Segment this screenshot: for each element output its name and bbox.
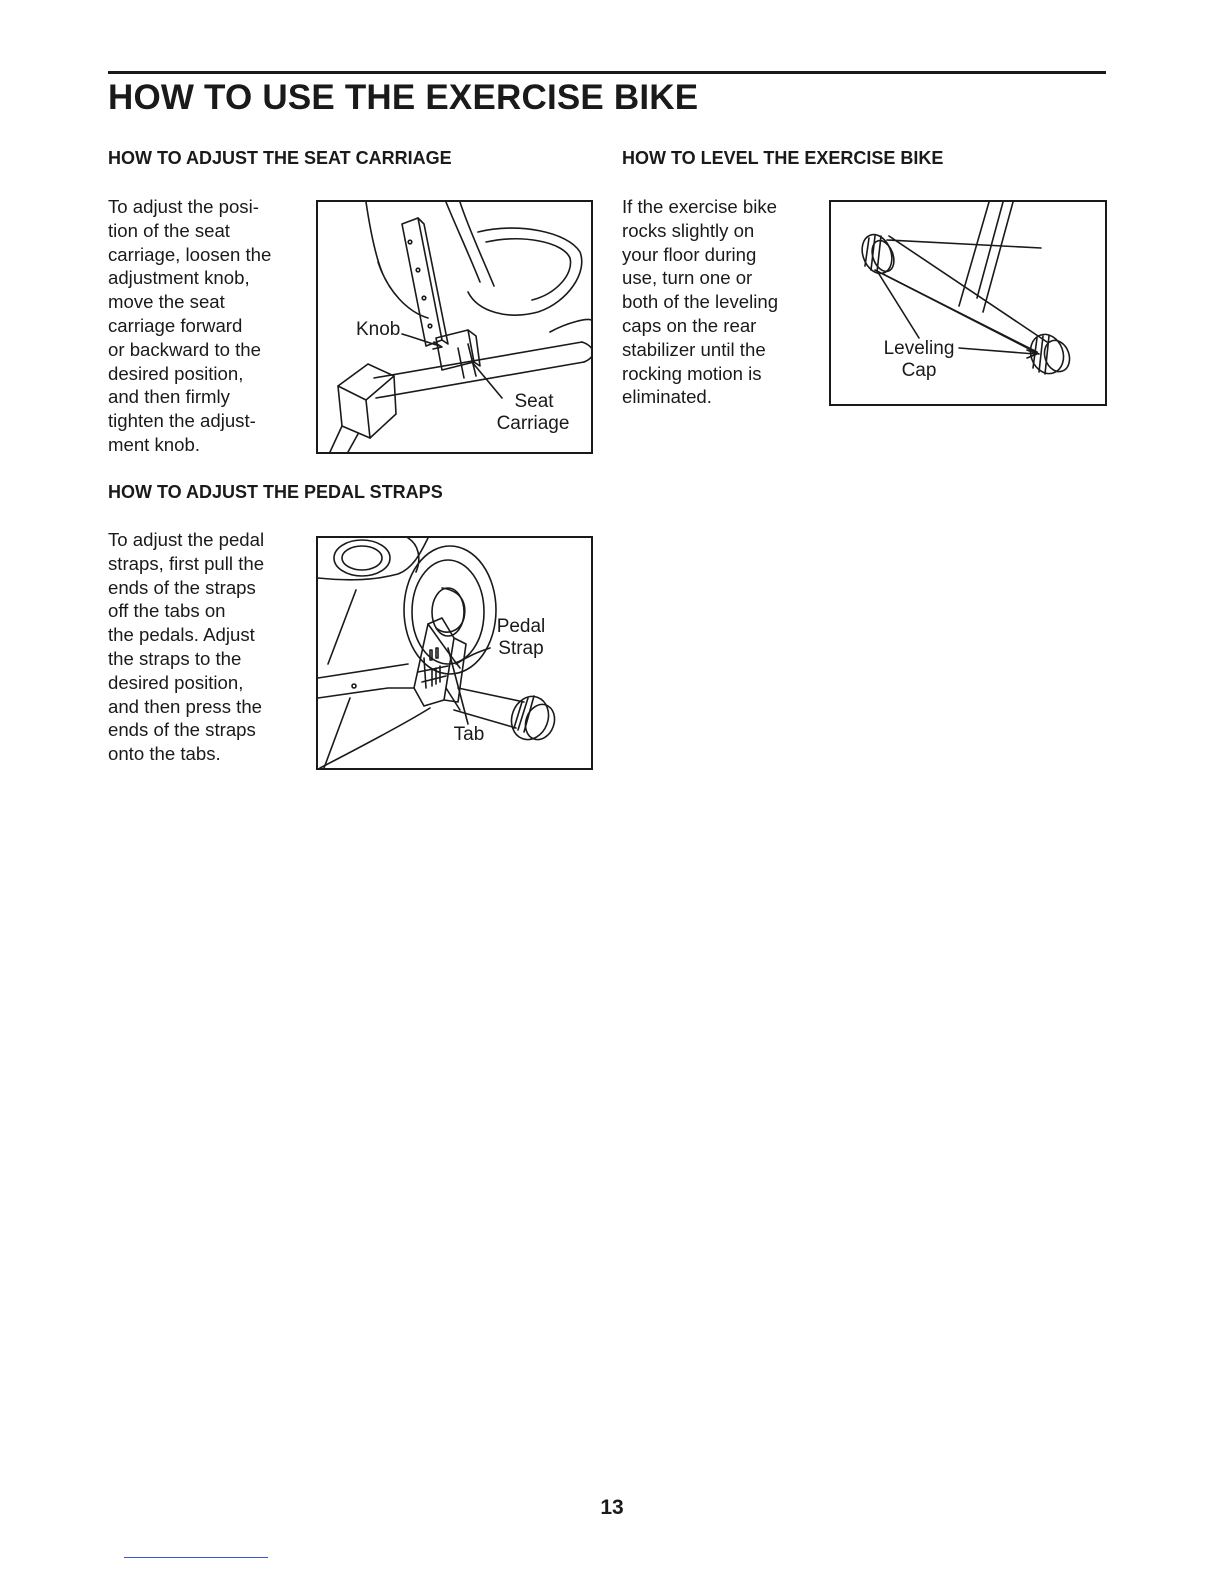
text-line: adjustment knob, — [108, 267, 250, 289]
seat-label: Seat — [514, 391, 554, 412]
seat-carriage-heading: HOW TO ADJUST THE SEAT CARRIAGE — [108, 148, 452, 168]
pedal-straps-figure — [316, 536, 593, 770]
text-line: carriage forward — [108, 314, 243, 336]
text-line: tighten the adjust- — [108, 410, 256, 432]
footer-underline — [124, 1557, 268, 1558]
strap-label: Strap — [498, 638, 544, 659]
cap-label: Cap — [901, 360, 937, 381]
text-line: eliminated. — [622, 386, 712, 408]
leveling-heading: HOW TO LEVEL THE EXERCISE BIKE — [622, 148, 944, 168]
text-line: ment knob. — [108, 433, 200, 455]
text-line: your floor during — [622, 243, 757, 265]
text-line: or backward to the — [108, 338, 261, 360]
text-line: onto the tabs. — [108, 743, 221, 765]
page-number: 13 — [600, 1496, 624, 1519]
text-line: stabilizer until the — [622, 338, 766, 360]
carriage-label: Carriage — [496, 413, 570, 434]
text-line: straps, first pull the — [108, 552, 265, 574]
text-line: ends of the straps — [108, 576, 256, 598]
text-line: tion of the seat — [108, 219, 230, 241]
tab-label: Tab — [453, 724, 485, 745]
page-title: HOW TO USE THE EXERCISE BIKE — [108, 78, 699, 117]
text-line: use, turn one or — [622, 267, 753, 289]
knob-label: Knob — [356, 319, 401, 340]
seat-carriage-text — [108, 195, 271, 457]
pedal-straps-heading: HOW TO ADJUST THE PEDAL STRAPS — [108, 482, 443, 502]
leveling-illustration — [831, 202, 1105, 404]
text-line: the pedals. Adjust — [108, 624, 255, 646]
text-line: off the tabs on — [108, 600, 226, 622]
text-line: desired position, — [108, 362, 244, 384]
leveling-label: Leveling — [883, 338, 955, 359]
text-line: desired position, — [108, 671, 244, 693]
text-line: To adjust the posi- — [108, 196, 259, 217]
text-line: both of the leveling — [622, 291, 779, 313]
text-line: rocking motion is — [622, 362, 762, 384]
text-line: To adjust the pedal — [108, 529, 265, 550]
text-line: caps on the rear — [622, 314, 757, 336]
seat-carriage-figure — [316, 200, 593, 454]
pedal-label: Pedal — [496, 616, 546, 637]
pedal-straps-text — [108, 528, 264, 766]
text-line: carriage, loosen the — [108, 243, 272, 265]
text-line: move the seat — [108, 291, 225, 313]
text-line: If the exercise bike — [622, 196, 778, 217]
text-line: rocks slightly on — [622, 219, 755, 241]
text-line: and then firmly — [108, 386, 230, 408]
leveling-text — [622, 195, 778, 409]
text-line: ends of the straps — [108, 719, 256, 741]
text-line: the straps to the — [108, 647, 242, 669]
leveling-figure — [829, 200, 1107, 406]
title-rule — [108, 71, 1106, 74]
text-line: and then press the — [108, 695, 263, 717]
